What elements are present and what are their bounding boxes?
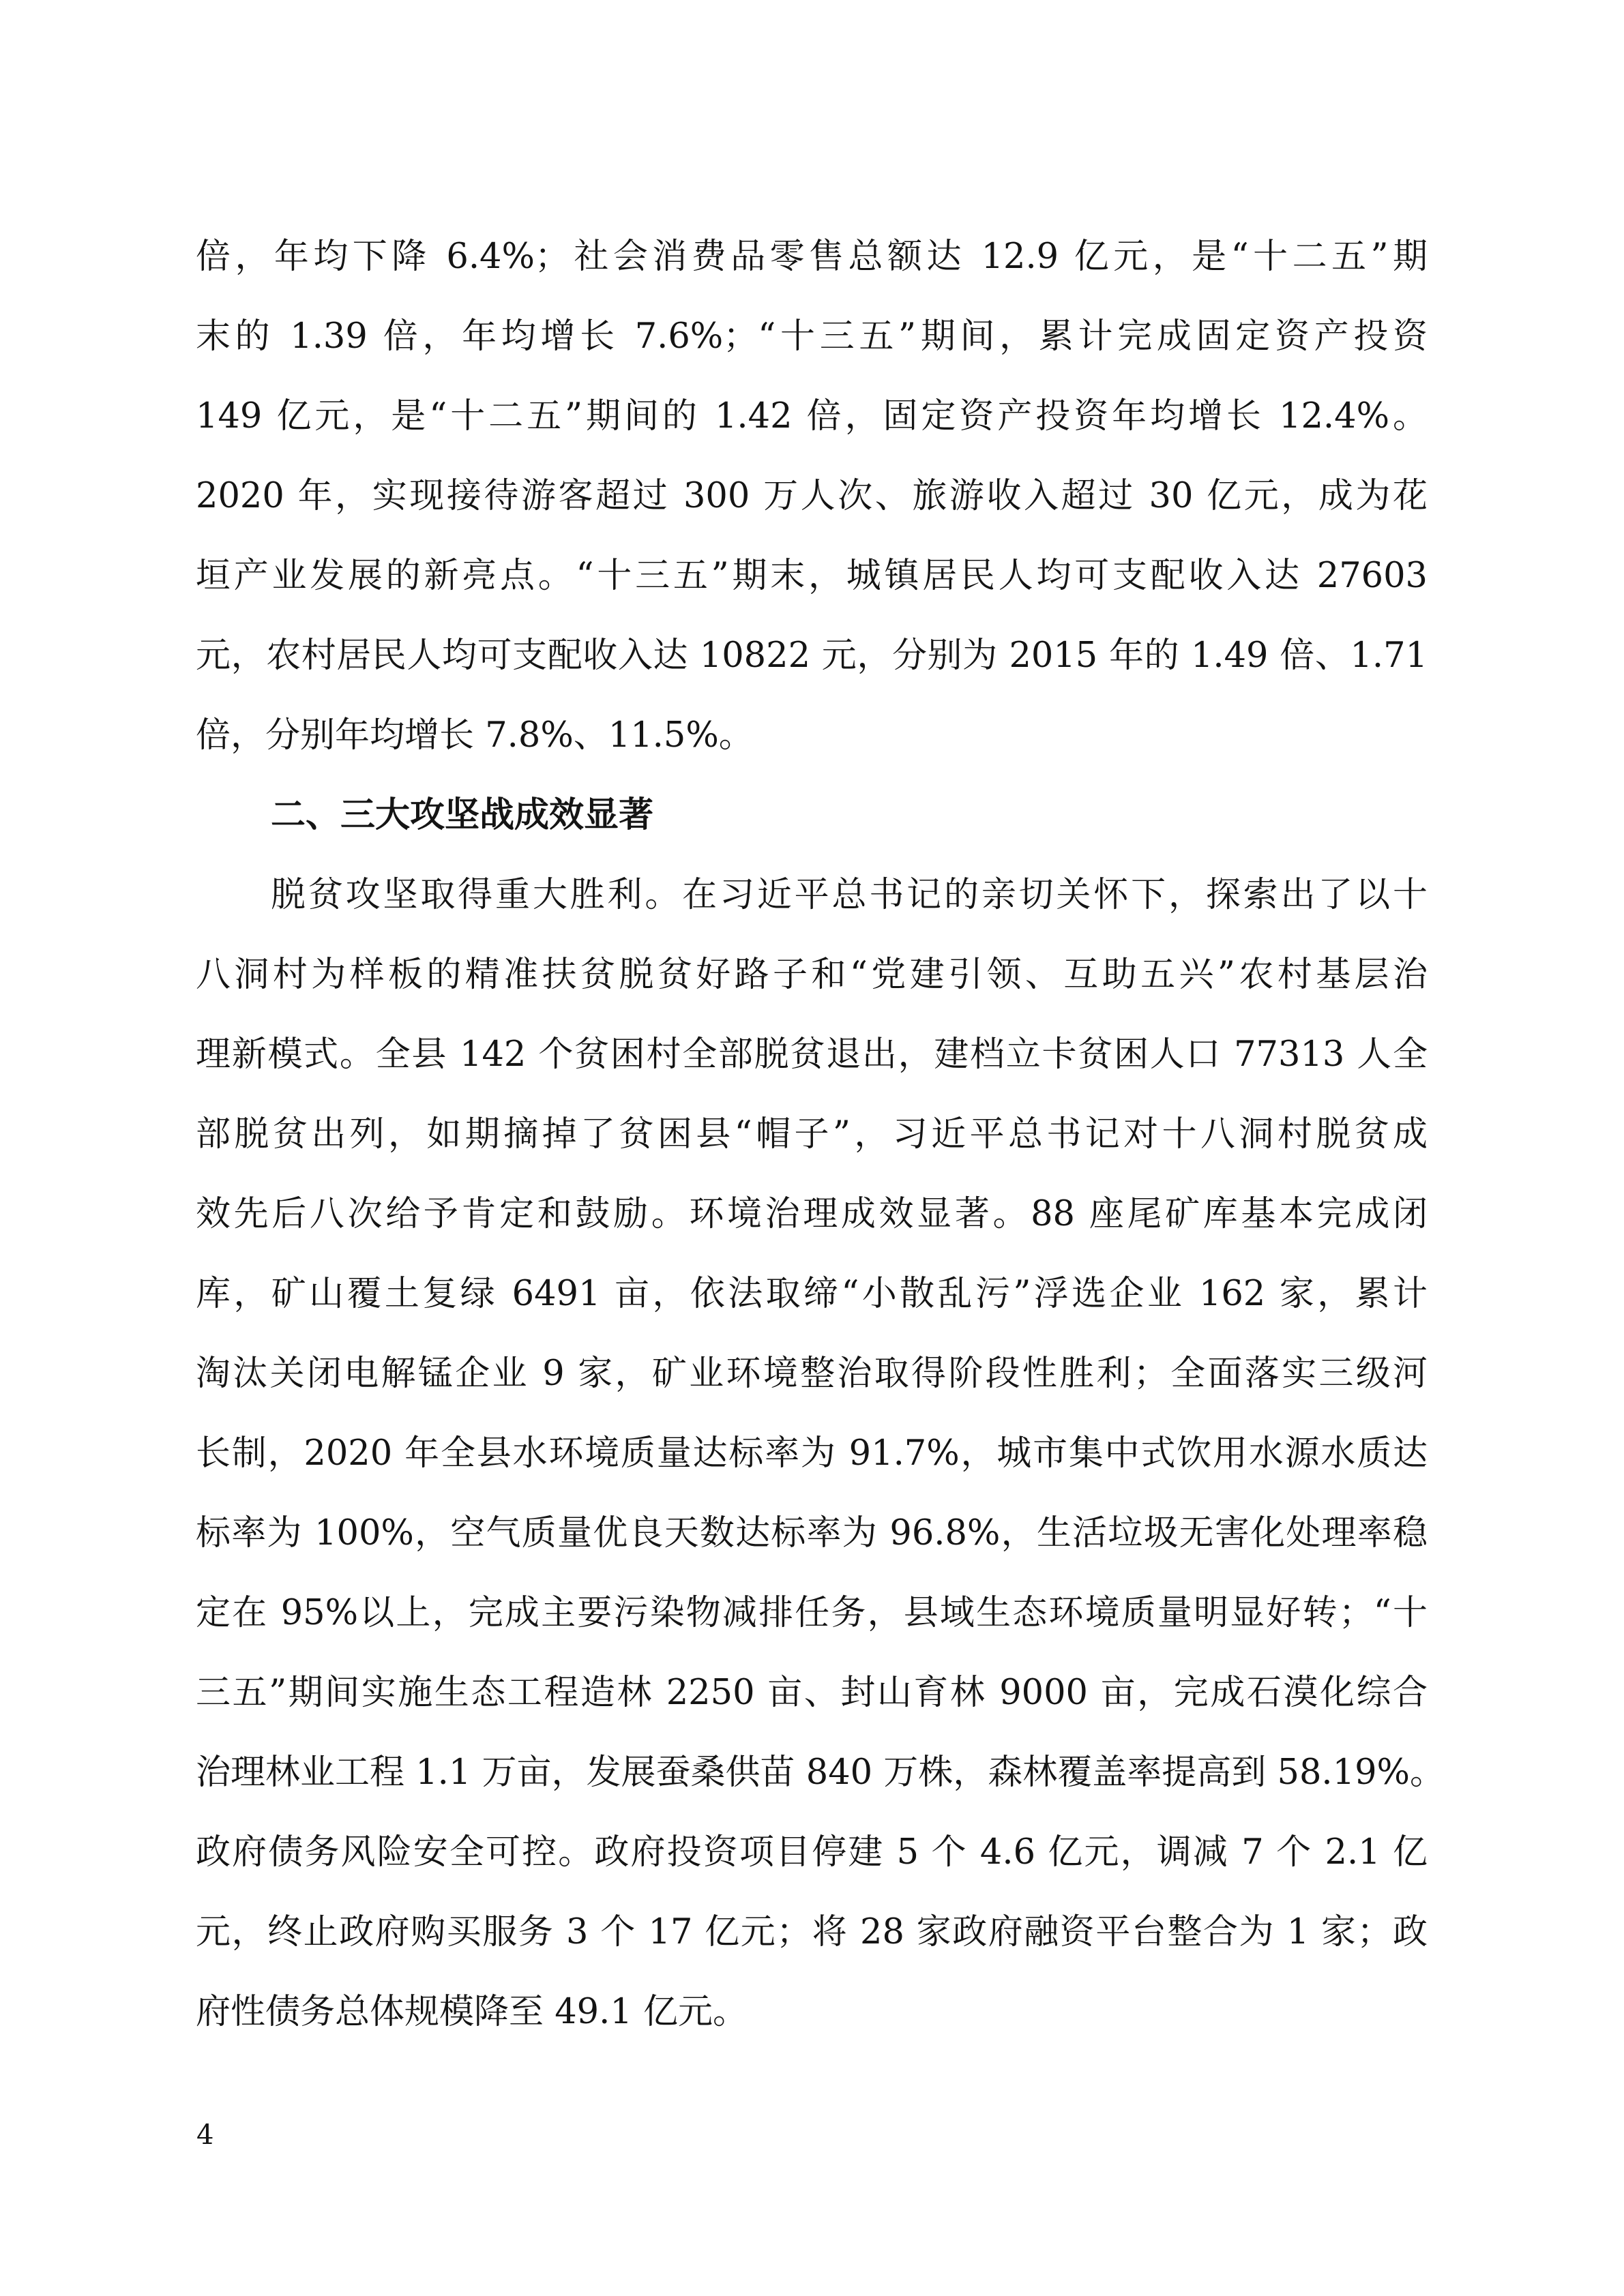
text-line: 倍，分别年均增长 7.8%、11.5%。 — [196, 715, 754, 756]
text-line: 垣产业发展的新亮点。“十三五”期末，城镇居民人均可支配收入达 27603 — [196, 556, 1428, 596]
text-line: 定在 95%以上，完成主要污染物减排任务，县域生态环境质量明显好转；“十 — [196, 1593, 1428, 1633]
text-line: 库，矿山覆土复绿 6491 亩，依法取缔“小散乱污”浮选企业 162 家，累计 — [196, 1274, 1428, 1314]
text-line: 府性债务总体规模降至 49.1 亿元。 — [196, 1992, 748, 2032]
text-line: 淘汰关闭电解锰企业 9 家，矿业环境整治取得阶段性胜利；全面落实三级河 — [196, 1354, 1428, 1394]
text-line: 政府债务风险安全可控。政府投资项目停建 5 个 4.6 亿元，调减 7 个 2.1 亿 — [196, 1832, 1428, 1873]
text-line: 2020 年，实现接待游客超过 300 万人次、旅游收入超过 30 亿元，成为花 — [196, 476, 1428, 516]
text-line: 治理林业工程 1.1 万亩，发展蚕桑供苗 840 万株，森林覆盖率提高到 58.19%。 — [196, 1753, 1445, 1793]
text-line: 元，终止政府购买服务 3 个 17 亿元；将 28 家政府融资平台整合为 1 家；政 — [196, 1912, 1428, 1952]
page-content — [196, 217, 1445, 2052]
section-heading: 二、三大攻坚战成效显著 — [271, 795, 654, 835]
text-line: 长制，2020 年全县水环境质量达标率为 91.7%，城市集中式饮用水源水质达 — [196, 1433, 1428, 1474]
text-line: 末的 1.39 倍，年均增长 7.6%；“十三五”期间，累计完成固定资产投资 — [196, 316, 1428, 357]
page-number: 4 — [196, 2119, 214, 2151]
text-line: 元，农村居民人均可支配收入达 10822 元，分别为 2015 年的 1.49 倍、1.71 — [196, 636, 1428, 676]
text-line: 理新模式。全县 142 个贫困村全部脱贫退出，建档立卡贫困人口 77313 人全 — [196, 1034, 1428, 1075]
text-line: 脱贫攻坚取得重大胜利。在习近平总书记的亲切关怀下，探索出了以十 — [271, 875, 1428, 915]
text-line: 149 亿元，是“十二五”期间的 1.42 倍，固定资产投资年均增长 12.4%。 — [196, 396, 1428, 436]
text-line: 倍，年均下降 6.4%；社会消费品零售总额达 12.9 亿元，是“十二五”期 — [196, 237, 1428, 277]
text-line: 标率为 100%，空气质量优良天数达标率为 96.8%，生活垃圾无害化处理率稳 — [196, 1513, 1428, 1553]
text-line: 三五”期间实施生态工程造林 2250 亩、封山育林 9000 亩，完成石漠化综合 — [196, 1673, 1428, 1713]
paragraph-three-battles — [196, 855, 1445, 2052]
text-line: 部脱贫出列，如期摘掉了贫困县“帽子”，习近平总书记对十八洞村脱贫成 — [196, 1114, 1428, 1154]
text-line: 效先后八次给予肯定和鼓励。环境治理成效显著。88 座尾矿库基本完成闭 — [196, 1194, 1428, 1234]
text-line: 八洞村为样板的精准扶贫脱贫好路子和“党建引领、互助五兴”农村基层治 — [196, 955, 1428, 995]
paragraph-economy — [196, 217, 1428, 775]
